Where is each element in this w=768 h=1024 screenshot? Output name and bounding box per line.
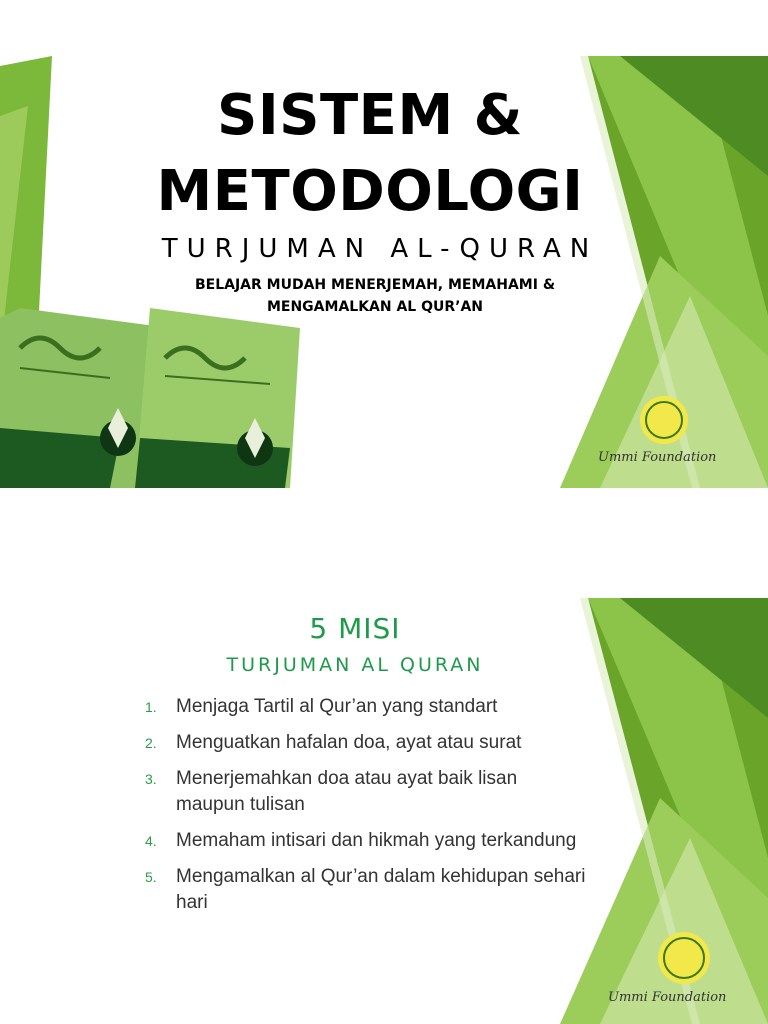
list-number: 5. — [145, 869, 157, 885]
title-line-1: SISTEM & — [216, 83, 523, 148]
subtitle: TURJUMAN AL-QURAN — [161, 234, 599, 264]
title-line-2: METODOLOGI — [156, 159, 584, 224]
tagline-line-1: BELAJAR MUDAH MENERJEMAH, MEMAHAMI & — [194, 277, 556, 293]
list-text: Menguatkan hafalan doa, ayat atau surat — [176, 732, 522, 753]
list-number: 2. — [145, 735, 157, 751]
slide-title — [0, 56, 768, 488]
list-text: Mengamalkan al Qur’an dalam kehidupan sehari hari — [176, 866, 586, 913]
list-item — [140, 730, 590, 756]
list-item — [140, 828, 590, 854]
misi-subheading: TURJUMAN AL QURAN — [226, 654, 484, 676]
list-text: Memaham intisari dan hikmah yang terkandung — [176, 830, 577, 851]
ummi-foundation-label: Ummi Foundation — [598, 450, 717, 465]
misi-heading: 5 MISI — [309, 612, 401, 645]
misi-list — [140, 694, 590, 926]
book-covers-image — [0, 288, 300, 488]
list-number: 4. — [145, 833, 157, 849]
slide-misi — [0, 598, 768, 1024]
list-item — [140, 864, 590, 916]
list-text: Menerjemahkan doa atau ayat baik lisan maupun tulisan — [176, 768, 518, 815]
tagline-line-2: MENGAMALKAN AL QUR’AN — [266, 299, 484, 315]
list-item — [140, 694, 590, 720]
list-text: Menjaga Tartil al Qur’an yang standart — [176, 696, 498, 717]
list-number: 1. — [145, 699, 157, 715]
list-number: 3. — [145, 771, 157, 787]
ummi-foundation-label: Ummi Foundation — [608, 990, 727, 1005]
list-item — [140, 766, 590, 818]
